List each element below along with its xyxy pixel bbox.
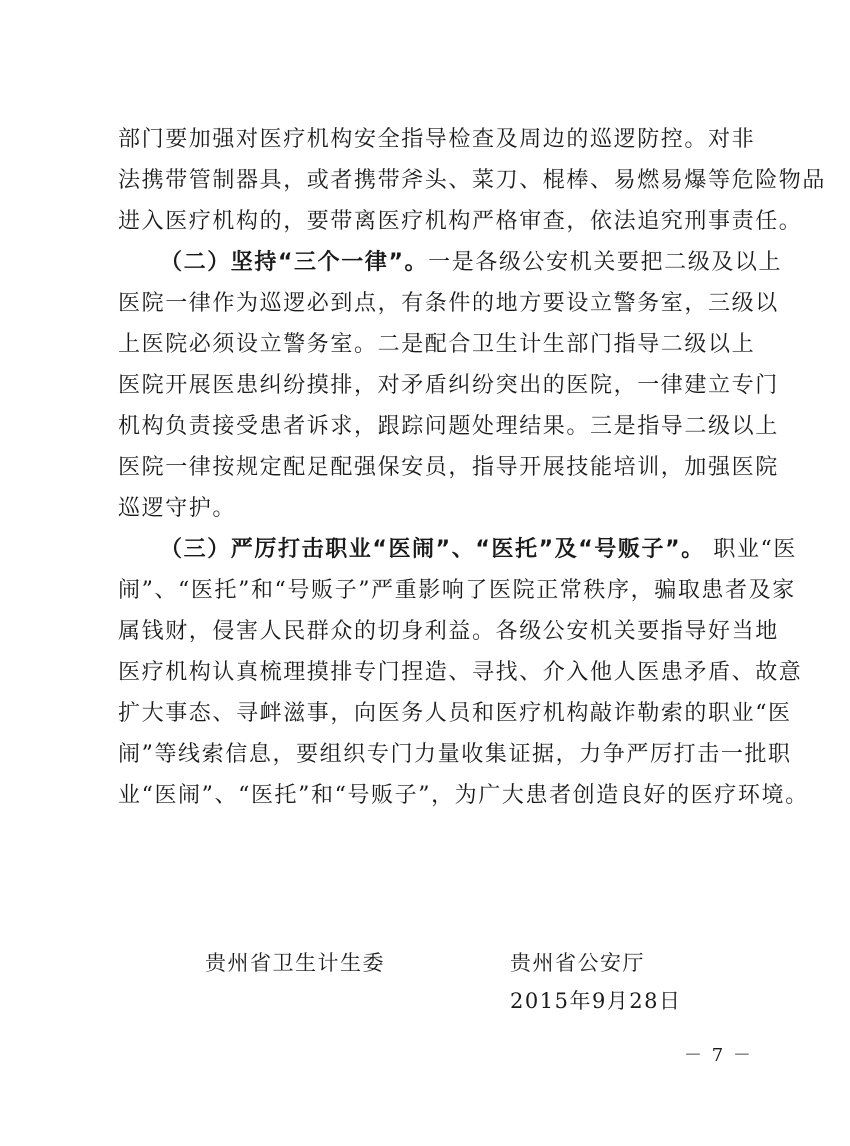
body-text-line: 上医院必须设立警务室。二是配合卫生计生部门指导二级以上: [118, 332, 756, 357]
section-heading-2: （二）坚持“三个一律”。: [160, 250, 429, 275]
body-text-span: 一是各级公安机关要把二级及以上: [428, 250, 783, 275]
body-text-span: 职业“医: [704, 537, 798, 562]
body-text-line: 进入医疗机构的，要带离医疗机构严格审查，依法追究刑事责任。: [118, 209, 803, 234]
body-text-line: 医院一律作为巡逻必到点，有条件的地方要设立警务室，三级以: [118, 291, 779, 316]
paragraph-3-first-line: [160, 531, 798, 569]
signature-org-police: 贵州省公安厅: [510, 951, 645, 975]
body-text-line: 部门要加强对医疗机构安全指导检查及周边的巡逻防控。对非: [118, 127, 756, 152]
body-text-line: 扩大事态、寻衅滋事，向医务人员和医疗机构敲诈勒索的职业“医: [118, 701, 792, 726]
body-text-line: 机构负责接受患者诉求，跟踪问题处理结果。三是指导二级以上: [118, 414, 779, 439]
signature-org-health: 贵州省卫生计生委: [205, 951, 385, 975]
body-text-line: 医疗机构认真梳理摸排专门捏造、寻找、介入他人医患矛盾、故意: [118, 660, 803, 685]
paragraph-2-first-line: [160, 244, 783, 282]
page-number: － 7 －: [684, 1045, 753, 1066]
body-text-line: 法携带管制器具，或者携带斧头、菜刀、棍棒、易燃易爆等危险物品: [118, 168, 827, 193]
body-text-line: 闹”、“医托”和“号贩子”严重影响了医院正常秩序，骗取患者及家: [118, 578, 796, 603]
body-text-line: 医院开展医患纠纷摸排，对矛盾纠纷突出的医院，一律建立专门: [118, 373, 779, 398]
body-text-line: 业“医闹”、“医托”和“号贩子”，为广大患者创造良好的医疗环境。: [118, 783, 809, 808]
section-heading-3: （三）严厉打击职业“医闹”、“医托”及“号贩子”。: [160, 537, 705, 562]
body-text-line: 巡逻守护。: [118, 496, 237, 521]
signature-date: 2015年9月28日: [510, 989, 682, 1013]
body-text-line: 属钱财，侵害人民群众的切身利益。各级公安机关要指导好当地: [118, 619, 779, 644]
body-text-line: 医院一律按规定配足配强保安员，指导开展技能培训，加强医院: [118, 455, 779, 480]
body-text-line: 闹”等线索信息，要组织专门力量收集证据，力争严厉打击一批职: [118, 742, 792, 767]
